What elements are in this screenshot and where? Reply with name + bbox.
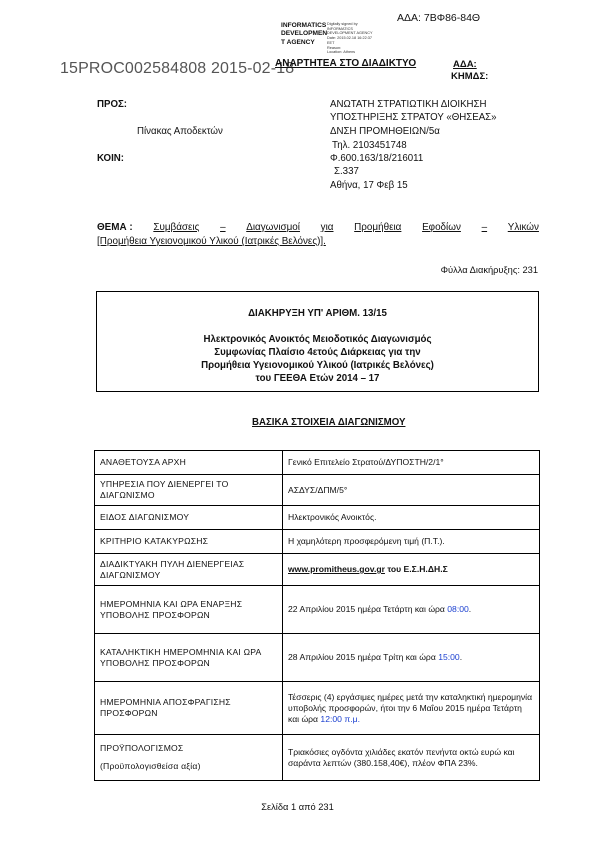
row-value xyxy=(283,634,540,682)
khmds-label: ΚΗΜΔΣ: xyxy=(451,71,489,82)
signature-line: EET xyxy=(327,40,335,45)
publish-title: ΑΝΑΡΤΗΤΕΑ ΣΤΟ ΔΙΑΔΙΚΤΥΟ xyxy=(275,58,417,69)
start-end: . xyxy=(468,604,472,614)
signature-line: INFORMATICS xyxy=(327,26,353,31)
opening-time: 12:00 π.μ. xyxy=(320,713,360,724)
ada-top-number: ΑΔΑ: 7ΒΦ86-84Θ xyxy=(397,12,481,24)
row-key: ΔΙΑΔΙΚΤΥΑΚΗ ΠΥΛΗ ΔΙΕΝΕΡΓΕΙΑΣ ΔΙΑΓΩΝΙΣΜΟΥ xyxy=(95,554,283,586)
deadline-date: 28 Απριλίου 2015 ημέρα Τρίτη και ώρα xyxy=(288,652,439,662)
table-row xyxy=(95,475,540,506)
subject-word: Προμήθεια xyxy=(354,222,402,233)
row-value xyxy=(283,554,540,586)
subject-word: – xyxy=(481,222,488,233)
cc-label: ΚΟΙΝ: xyxy=(97,153,124,164)
opening-date: Τέσσερις (4) εργάσιμες ημέρες μετά την καταληκτική ημερομηνία υποβολής προσφορών, ήτοι την 6 Μαΐου 2015 ημέρα Τετάρτη και ώρα xyxy=(288,691,533,724)
subject-word: – xyxy=(220,222,226,233)
subject-line-2: [Προμήθεια Υγειονομικού Υλικού (Ιατρικές Βελόνες)]. xyxy=(97,236,326,247)
procurement-number: 15PROC002584808 2015-02-18 xyxy=(60,60,295,77)
portal-link[interactable]: www.promitheus.gov.gr xyxy=(288,564,385,574)
signature-line: Digitally signed by xyxy=(327,22,358,26)
digital-signature xyxy=(327,22,373,55)
signature-line: DEVELOPMENT AGENCY xyxy=(327,31,373,36)
announcement-line: του ΓΕΕΘΑ Ετών 2014 – 17 xyxy=(255,373,380,384)
agency-line: T AGENCY xyxy=(281,38,315,46)
table-row xyxy=(95,634,540,682)
subject-word: Υλικών xyxy=(507,222,539,233)
row-value: Τριακόσιες ογδόντα χιλιάδες εκατόν πενήντα οκτώ ευρώ και σαράντα λεπτών (380.158,40€), πλέον ΦΠΑ 23%. xyxy=(283,735,540,781)
portal-suffix: του Ε.Σ.Η.ΔΗ.Σ xyxy=(384,564,448,574)
signature-line: Reason: xyxy=(327,45,342,50)
tender-details-table xyxy=(94,450,540,781)
sender-line: Τηλ. 2103451748 xyxy=(332,140,407,151)
table-row xyxy=(95,586,540,634)
row-value xyxy=(283,586,540,634)
subject-word: Διαγωνισμοί xyxy=(246,222,300,233)
table-row xyxy=(95,554,540,586)
row-value xyxy=(283,682,540,735)
to-label: ΠΡΟΣ: xyxy=(97,99,128,110)
agency-line: DEVELOPMEN xyxy=(281,30,328,38)
row-key: ΑΝΑΘΕΤΟΥΣΑ ΑΡΧΗ xyxy=(95,451,283,475)
subject-word: για xyxy=(320,222,334,233)
row-value: ΑΣΔΥΣ/ΔΠΜ/5° xyxy=(283,475,540,506)
section-title: ΒΑΣΙΚΑ ΣΤΟΙΧΕΙΑ ΔΙΑΓΩΝΙΣΜΟΥ xyxy=(252,417,406,428)
subject-word: Εφοδίων xyxy=(422,222,461,233)
announcement-line: Συμφωνίας Πλαίσιο 4ετούς Διάρκειας για την xyxy=(214,347,421,358)
row-key: ΚΡΙΤΗΡΙΟ ΚΑΤΑΚΥΡΩΣΗΣ xyxy=(95,530,283,554)
sender-line: Αθήνα, 17 Φεβ 15 xyxy=(330,180,408,191)
budget-key-sub: (Προϋπολογισθείσα αξία) xyxy=(100,761,201,771)
announcement-box xyxy=(96,291,539,392)
row-key: ΥΠΗΡΕΣΙΑ ΠΟΥ ΔΙΕΝΕΡΓΕΙ ΤΟ ΔΙΑΓΩΝΙΣΜΟ xyxy=(95,475,283,506)
table-row xyxy=(95,530,540,554)
agency-name xyxy=(281,22,327,47)
sender-line: ΥΠΟΣΤΗΡΙΞΗΣ ΣΤΡΑΤΟΥ «ΘΗΣΕΑΣ» xyxy=(330,112,497,123)
table-row xyxy=(95,506,540,530)
sender-line: ΑΝΩΤΑΤΗ ΣΤΡΑΤΙΩΤΙΚΗ ΔΙΟΙΚΗΣΗ xyxy=(330,99,487,110)
subject-word: Συμβάσεις xyxy=(153,222,200,233)
subject xyxy=(97,221,539,249)
subject-line-1 xyxy=(97,221,539,235)
row-value: Η χαμηλότερη προσφερόμενη τιμή (Π.Τ.). xyxy=(283,530,540,554)
deadline-time: 15:00 xyxy=(438,652,460,662)
sender-line: ΔΝΣΗ ΠΡΟΜΗΘΕΙΩΝ/5α xyxy=(330,126,440,137)
row-value: Ηλεκτρονικός Ανοικτός. xyxy=(283,506,540,530)
row-key: ΕΙΔΟΣ ΔΙΑΓΩΝΙΣΜΟΥ xyxy=(95,506,283,530)
row-key: ΗΜΕΡΟΜΗΝΙΑ ΚΑΙ ΩΡΑ ΕΝΑΡΞΗΣ ΥΠΟΒΟΛΗΣ ΠΡΟΣΦΟΡΩΝ xyxy=(95,586,283,634)
sender-line: Φ.600.163/18/216011 xyxy=(330,153,424,164)
announcement-line: Ηλεκτρονικός Ανοικτός Μειοδοτικός Διαγωνισμός xyxy=(203,334,432,345)
budget-key: ΠΡΟΫΠΟΛΟΓΙΣΜΟΣ xyxy=(100,743,184,753)
row-key xyxy=(95,735,283,781)
table-row xyxy=(95,451,540,475)
announcement-title: ΔΙΑΚΗΡΥΞΗ ΥΠ' ΑΡΙΘΜ. 13/15 xyxy=(248,308,387,319)
subject-label: ΘΕΜΑ : xyxy=(97,222,133,233)
signature-line: Location: Athens xyxy=(327,50,356,55)
ada-label: ΑΔΑ: xyxy=(453,59,477,70)
row-key: ΚΑΤΑΛΗΚΤΙΚΗ ΗΜΕΡΟΜΗΝΙΑ ΚΑΙ ΩΡΑ ΥΠΟΒΟΛΗΣ ΠΡΟΣΦΟΡΩΝ xyxy=(95,634,283,682)
announcement-page-count: Φύλλα Διακήρυξης: 231 xyxy=(440,265,538,275)
start-date: 22 Απριλίου 2015 ημέρα Τετάρτη και ώρα xyxy=(288,604,448,614)
signature-line: Date: 2015.02.18 16:22:37 xyxy=(327,36,372,41)
start-time: 08:00 xyxy=(447,604,469,614)
row-key: ΗΜΕΡΟΜΗΝΙΑ ΑΠΟΣΦΡΑΓΙΣΗΣ ΠΡΟΣΦΟΡΩΝ xyxy=(95,682,283,735)
table-row xyxy=(95,735,540,781)
announcement-description xyxy=(97,333,538,385)
announcement-line: Προμήθεια Υγειονομικού Υλικού (Ιατρικές Βελόνες) xyxy=(201,360,434,371)
deadline-end: . xyxy=(459,652,463,662)
agency-line: INFORMATICS xyxy=(281,22,327,29)
page-footer: Σελίδα 1 από 231 xyxy=(261,802,334,812)
sender-line: Σ.337 xyxy=(334,166,359,177)
table-row xyxy=(95,682,540,735)
recipients-table-ref: Πίνακας Αποδεκτών xyxy=(137,126,223,137)
row-value: Γενικό Επιτελείο Στρατού/ΔΥΠΟΣΤΗ/2/1° xyxy=(283,451,540,475)
